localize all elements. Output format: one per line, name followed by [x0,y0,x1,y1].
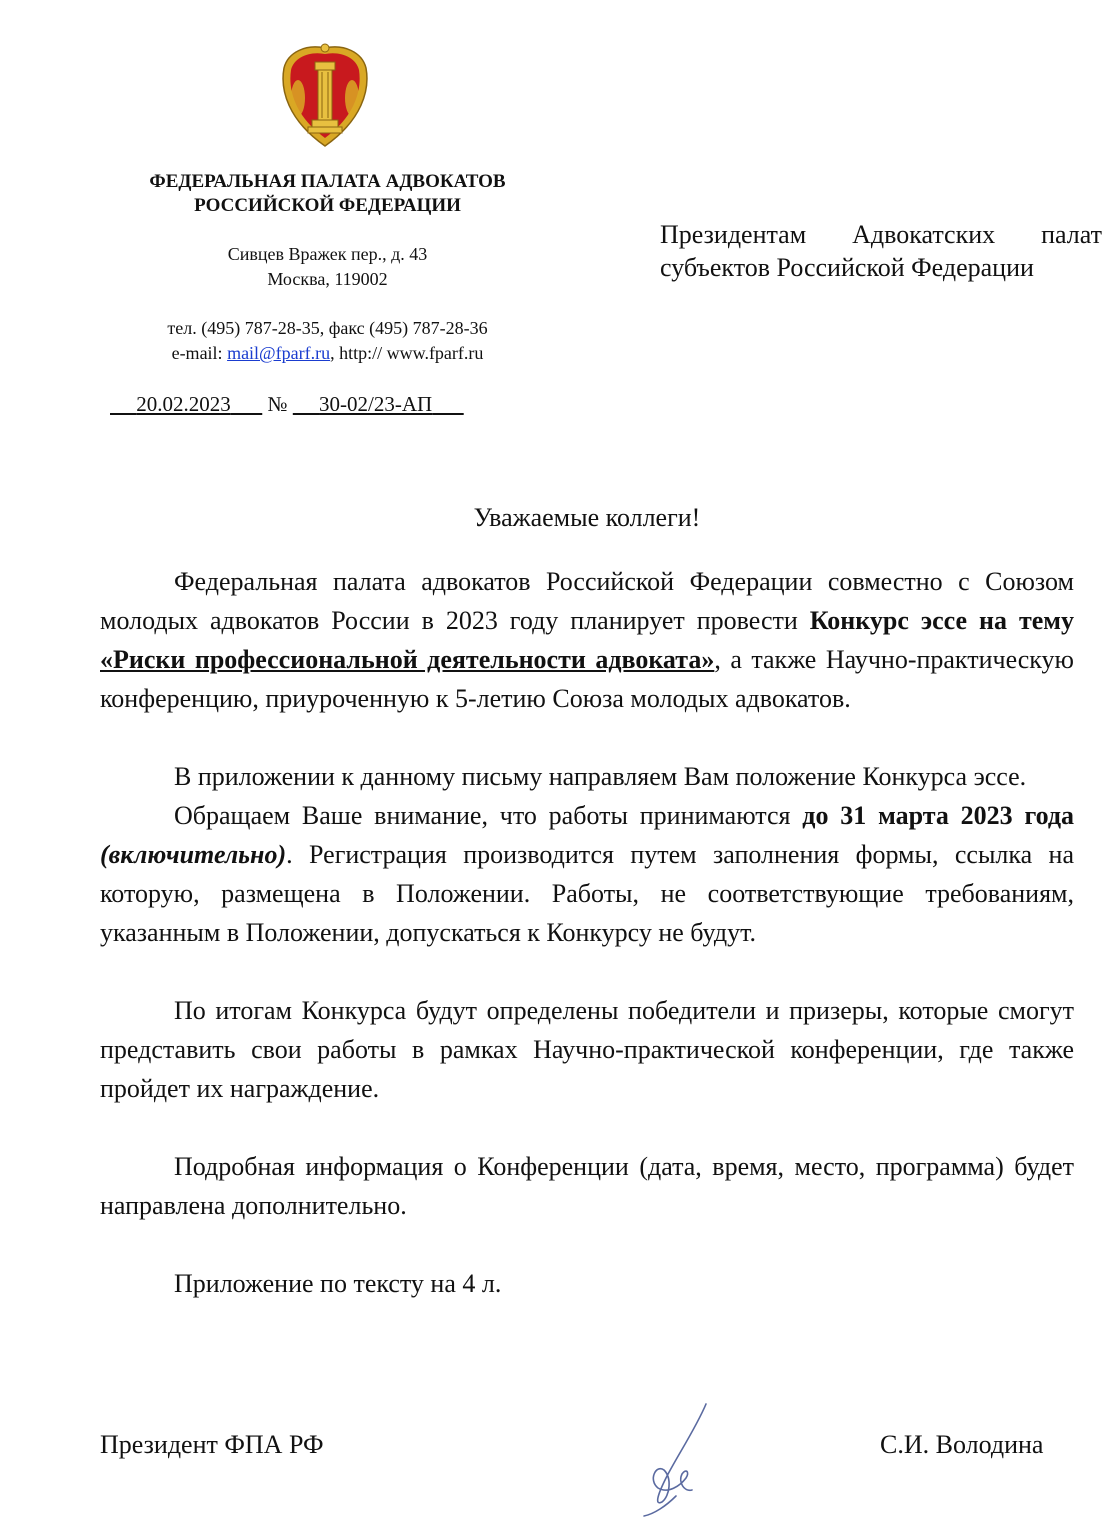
address-city: Москва, 119002 [267,269,388,289]
signatory-name: С.И. Володина [880,1430,1044,1459]
registration-line [110,392,464,417]
deadline-inclusive: (включительно) [100,840,287,869]
org-contacts [100,316,555,366]
org-name-line1: ФЕДЕРАЛЬНАЯ ПАЛАТА АДВОКАТОВ [149,171,506,192]
salutation: Уважаемые коллеги! [473,503,701,532]
contest-title: Конкурс эссе на тему [809,606,1074,635]
letterhead [100,170,555,366]
letter-body [100,562,1074,1303]
deadline: до 31 марта 2023 года [802,801,1074,830]
email-link[interactable]: mail@fparf.ru [227,343,331,363]
address-street: Сивцев Вражек пер., д. 43 [227,244,428,264]
web-address: , http:// www.fparf.ru [330,343,484,363]
registration-number: 30-02/23-АП [319,392,433,416]
addressee [660,218,1102,284]
attachment-note: Приложение по тексту на 4 л. [174,1269,502,1298]
handwritten-signature-icon [636,1398,720,1518]
letter-date: 20.02.2023 [136,392,231,416]
fpa-emblem-icon [276,40,374,152]
addressee-line1: Президентам Адвокатских палат [660,220,1102,249]
paragraph-4: По итогам Конкурса будут определены победители и призеры, которые смогут представить свои работы в рамках Научно-практической конференции, где также пройдет их награждение. [100,996,1074,1103]
paragraph-5: Подробная информация о Конференции (дата, время, место, программа) будет направлена дополнительно. [100,1152,1074,1220]
org-name-line2: РОССИЙСКОЙ ФЕДЕРАЦИИ [194,195,461,216]
paragraph-1: Федеральная палата адвокатов Российской Федерации совместно с Союзом молодых адвокатов России в 2023 году планирует провести Конкурс эссе на тему «Риски профессиональной деятельности адвоката», а также Научно-практическую конференцию, приуроченную к 5-летию Союза молодых адвокатов. [100,567,1074,713]
phone-fax: тел. (495) 787-28-35, факс (495) 787-28-36 [167,318,488,338]
paragraph-2: В приложении к данному письму направляем Вам положение Конкурса эссе. [174,762,1027,791]
email-prefix: e-mail: [171,343,228,363]
number-sign: № [267,392,288,416]
addressee-line2: субъектов Российской Федерации [660,253,1034,282]
paragraph-3: Обращаем Ваше внимание, что работы принимаются до 31 марта 2023 года (включительно). Регистрация производится путем заполнения формы, ссылка на которую, размещена в Положении. Работы, не соответствующие требованиям, указанным в Положении, допускаться к Конкурсу не будут. [100,801,1074,947]
signatory-position: Президент ФПА РФ [100,1430,324,1459]
contest-topic: «Риски профессиональной деятельности адвоката» [100,645,715,674]
org-address [100,242,555,292]
email-web [100,341,555,366]
